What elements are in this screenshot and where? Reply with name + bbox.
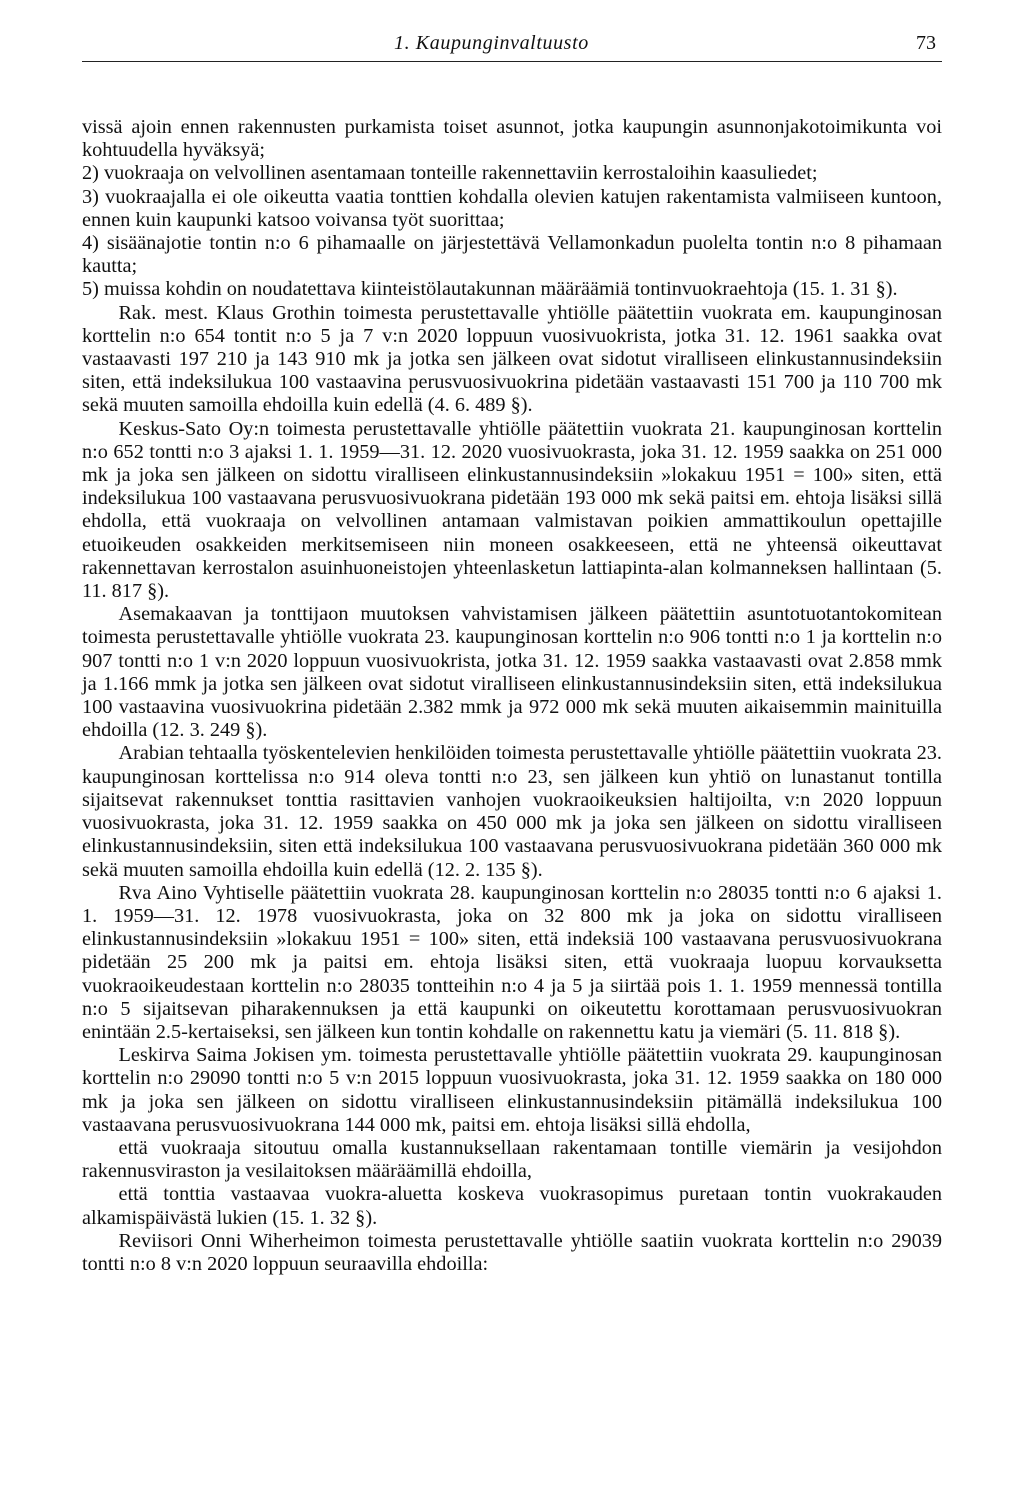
body-text [82, 116, 942, 1276]
paragraph: Reviisori Onni Wiherheimon toimesta perustettavalle yhtiölle saatiin vuokrata korttelin n:o 29039 tontti n:o 8 v:n 2020 loppuun seuraavilla ehdoilla: [82, 1229, 942, 1275]
paragraph: vissä ajoin ennen rakennusten purkamista toiset asunnot, jotka kaupungin asunnonjakotoimikunta voi kohtuudella hyväksyä; [82, 116, 942, 162]
paragraph: Asemakaavan ja tonttijaon muutoksen vahvistamisen jälkeen päätettiin asuntotuotantokomitean toimesta perustettavalle yhtiölle vuokrata 23. kaupunginosan korttelin n:o 906 tontti n:o 1 ja korttelin n:o 907 tontti n:o 1 v:n 2020 loppuun vuosivuokrista, jotka 31. 12. 1959 saakka vastaavasti ovat 2.858 mmk ja 1.166 mmk ja jotka sen jälkeen ovat sidotut viralliseen elinkustannusindeksiin siten, että indeksilukua 100 vastaavina vuosivuokrina pidetään 2.382 mmk ja 972 000 mk sekä muuten aikaisemmin mainituilla ehdoilla (12. 3. 249 §). [82, 603, 942, 742]
page-number: 73 [916, 32, 936, 54]
paragraph: Rak. mest. Klaus Grothin toimesta perustettavalle yhtiölle päätettiin vuokrata em. kaupunginosan korttelin n:o 654 tontit n:o 5 ja 7 v:n 2020 loppuun vuosivuokrista, jotka 31. 12. 1961 saakka ovat vastaavasti 197 210 ja 143 910 mk ja jotka sen jälkeen ovat sidotut viralliseen elinkustannusindeksiin siten, että indeksilukua 100 vastaavina perusvuosivuokrina pidetään vastaavasti 151 700 ja 110 700 mk sekä muuten samoilla ehdoilla kuin edellä (4. 6. 489 §). [82, 301, 942, 417]
running-header [82, 28, 942, 58]
paragraph: että tonttia vastaavaa vuokra-aluetta koskeva vuokrasopimus puretaan tontin vuokrakauden alkamispäivästä lukien (15. 1. 32 §). [82, 1183, 942, 1229]
paragraph: että vuokraaja sitoutuu omalla kustannuksellaan rakentamaan tontille viemärin ja vesijohdon rakennusviraston ja vesilaitoksen määräämillä ehdoilla, [82, 1136, 942, 1183]
document-page [82, 28, 942, 1276]
paragraph: 2) vuokraaja on velvollinen asentamaan tonteille rakennettaviin kerrostaloihin kaasuliedet; [82, 162, 818, 185]
section-title: 1. Kaupunginvaltuusto [394, 32, 589, 54]
header-rule [82, 61, 942, 62]
paragraph: 3) vuokraajalla ei ole oikeutta vaatia tonttien kohdalla olevien katujen rakentamista valmiiseen kuntoon, ennen kuin kaupunki katsoo voivansa työt suorittaa; [82, 185, 942, 231]
paragraph: 4) sisäänajotie tontin n:o 6 pihamaalle on järjestettävä Vellamonkadun puolelta tontin n:o 8 pihamaan kautta; [82, 232, 942, 278]
paragraph: Arabian tehtaalla työskentelevien henkilöiden toimesta perustettavalle yhtiölle päätettiin vuokrata 23. kaupunginosan korttelissa n:o 914 oleva tontti n:o 23, sen jälkeen kun yhtiö on lunastanut tontilla sijaitsevat rakennukset tonttia rasittavien vanhojen vuokraoikeuksien haltijoilta, v:n 2020 loppuun vuosivuokrasta, joka 31. 12. 1959 saakka on 450 000 mk ja joka sen jälkeen on sidottu viralliseen elinkustannusindeksiin, siten että indeksilukua 100 vastaavana perusvuosivuokrana pidetään 360 000 mk sekä muuten samoilla ehdoilla kuin edellä (12. 2. 135 §). [82, 742, 942, 881]
paragraph: Rva Aino Vyhtiselle päätettiin vuokrata 28. kaupunginosan korttelin n:o 28035 tontti n:o 6 ajaksi 1. 1. 1959—31. 12. 1978 vuosivuokrasta, joka on 32 800 mk ja joka on sidottu viralliseen elinkustannusindeksiin »lokakuu 1951 = 100» siten, että indeksiä 100 vastaavana perusvuosivuokrana pidetään 25 200 mk ja paitsi em. ehtoja lisäksi siten, että vuokraaja luopuu korvauksetta vuokraoikeudestaan korttelin n:o 28035 tontteihin n:o 4 ja 5 ja siirtää pois 1. 1. 1959 mennessä tontilla n:o 5 sijaitsevan piharakennuksen ja että kaupunki on oikeutettu korottamaan perusvuosivuokran enintään 2.5-kertaiseksi, sen jälkeen kun tontin kohdalle on rakennettu katu ja viemäri (5. 11. 818 §). [82, 881, 942, 1043]
paragraph: Leskirva Saima Jokisen ym. toimesta perustettavalle yhtiölle päätettiin vuokrata 29. kaupunginosan korttelin n:o 29090 tontti n:o 5 v:n 2015 loppuun vuosivuokrasta, joka 31. 12. 1959 saakka on 180 000 mk ja joka sen jälkeen on sidottu viralliseen elinkustannusindeksiin pitämällä indeksilukua 100 vastaavana perusvuosivuokrana 144 000 mk, paitsi em. ehtoja lisäksi sillä ehdolla, [82, 1044, 942, 1136]
paragraph: 5) muissa kohdin on noudatettava kiinteistölautakunnan määräämiä tontinvuokraehtoja (15. 1. 31 §). [82, 278, 898, 301]
paragraph: Keskus-Sato Oy:n toimesta perustettavalle yhtiölle päätettiin vuokrata 21. kaupunginosan korttelin n:o 652 tontti n:o 3 ajaksi 1. 1. 1959—31. 12. 2020 vuosivuokrasta, joka 31. 12. 1959 saakka on 251 000 mk ja joka sen jälkeen on sidottu viralliseen elinkustannusindeksiin »lokakuu 1951 = 100» siten, että indeksilukua 100 vastaavana perusvuosivuokrana pidetään 193 000 mk sekä paitsi em. ehtoja lisäksi sillä ehdolla, että vuokraaja on velvollinen antamaan valmistavan poikien ammattikoulun opettajille etuoikeuden osakkeiden merkitsemiseen niin moneen osakkeeseen, että ne yhteensä oikeuttavat rakennettavan kerrostalon asuinhuoneistojen yhteenlasketun lattiapinta-alan kolmanneksen hallintaan (5. 11. 817 §). [82, 417, 942, 603]
